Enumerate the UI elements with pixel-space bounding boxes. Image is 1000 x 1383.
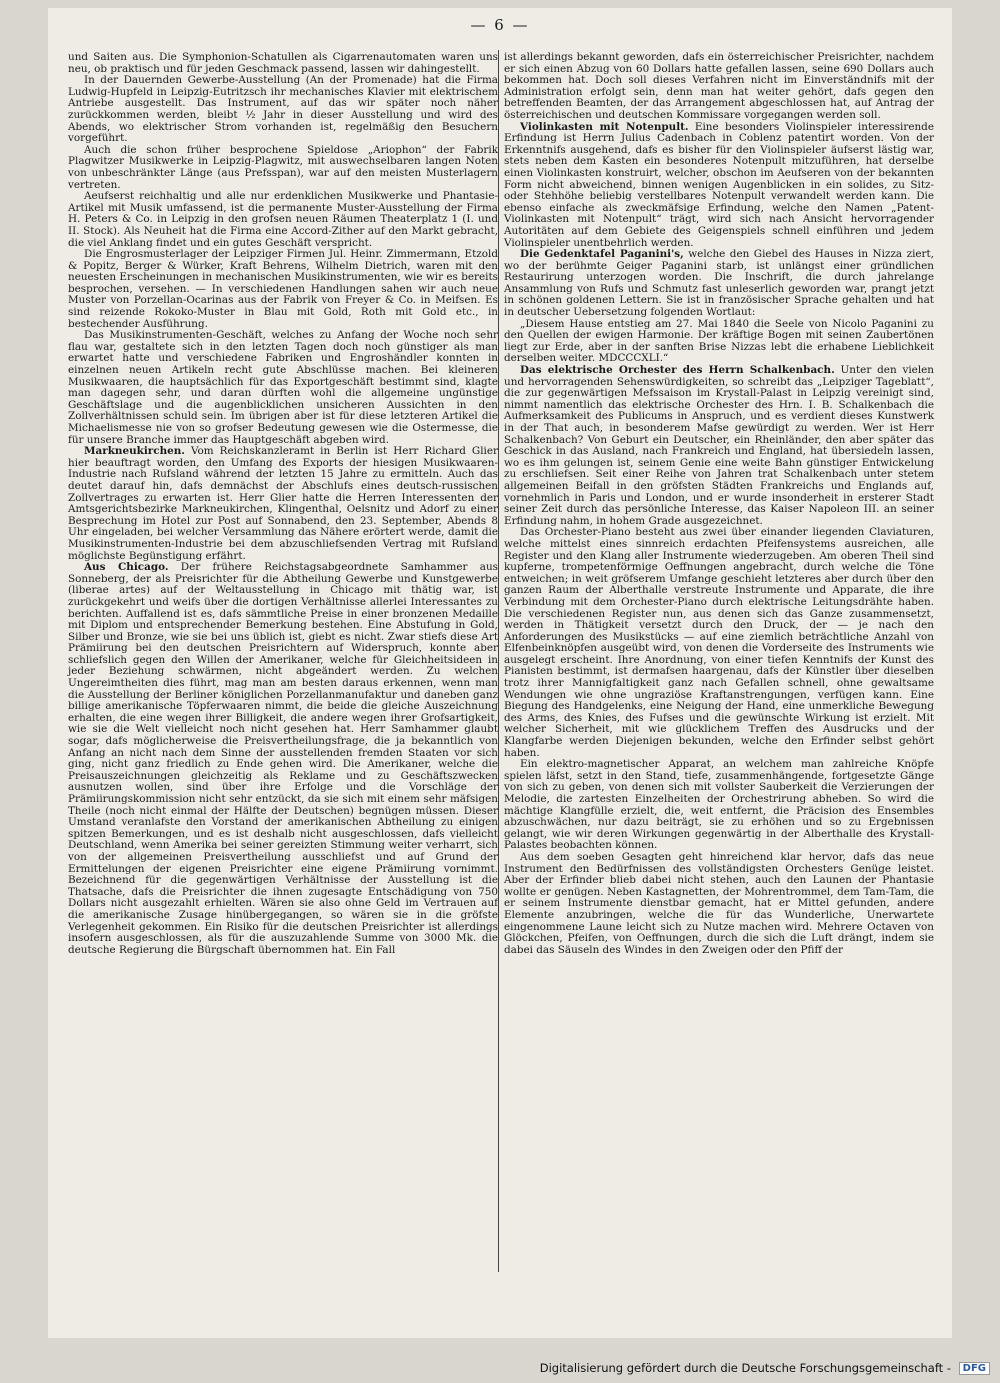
article-text: Auch die schon früher besprochene Spieldose „Ariophon“ der Fabrik Plagwitzer Musikwerke in Leipzig-Plagwitz, mit auswechselbaren langen Noten von unbeschränkter Länge (aus Prefsspan), war auf den meisten Musterlagern vertreten. (68, 143, 498, 191)
article-text: ist allerdings bekannt geworden, dafs ein österreichischer Preisrichter, nachdem er sich einen Abzug von 60 Dollars hatte gefallen lassen, seine 690 Dollars auch bekommen hat. Doch soll dieses Verfahren nicht im Einverständnifs mit der Administration erfolgt sein, denn man hat weiter gehört, dafs gegen den betreffenden Beamten, der das Arrangement abgeschlossen hat, auf Antrag der österreichischen und deutschen Kommissare vorgegangen werden soll. (504, 51, 934, 121)
article-text: Das Orchester-Piano besteht aus zwei über einander liegenden Claviaturen, welche mittelst eines sinnreich erdachten Pfeifensystems ausreichen, alle Register und den Klang aller Instrumente wiederzugeben. Am oberen Theil sind kupferne, trompetenförmige Oeffnungen angebracht, durch welche die Töne entweichen; in weit gröfserem Umfange geschieht letzteres aber durch über den ganzen Raum der Alberthalle verstreute Instrumente und Apparate, die ihre Verbindung mit dem Orchester-Piano durch elektrische Leitungsdrähte haben. Die verschiedenen Register nun, aus denen sich das Ganze zusammensetzt, werden in Thätigkeit versetzt durch den Druck, der — je nach den Anforderungen des Musikstücks — auf eine ziemlich beträchtliche Anzahl von Elfenbeinknöpfen ausgeübt wird, von denen die Vorderseite des Instruments wie ausgelegt erscheint. Ihre Anordnung, von einer tiefen Kenntnifs der Kunst des Pianisten bestimmt, ist dermafsen haargenau, dafs der Künstler über dieselben trotz ihrer Mannigfaltigkeit ganz nach Gefallen schnell, ohne gewaltsame Wendungen wie ohne ungraziöse Kraftanstrengungen, verfügen kann. Eine Biegung des Handgelenks, eine Neigung der Hand, eine unmerkliche Bewegung des Arms, des Knies, des Fufses und die gewünschte Wirkung ist erzielt. Mit welcher Sicherheit, mit wie glücklichem Treffen des Ausdrucks und der Klangfarbe werden Diejenigen bekunden, welche den Erfinder selbst gehört haben. (504, 526, 934, 759)
newspaper-page (48, 8, 952, 1338)
article-heading: Die Gedenktafel Paganini's, (520, 248, 684, 261)
article-text: „Diesem Hause entstieg am 27. Mai 1840 die Seele von Nicolo Paganini zu den Quellen der ewigen Harmonie. Der kräftige Bogen mit seinen Zaubertönen liegt zur Erde, aber in der sanften Brise Nizzas lebt die erhabene Lieblichkeit derselben weiter. MDCCCXLI.“ (504, 317, 934, 365)
article-text: In der Dauernden Gewerbe-Ausstellung (An der Promenade) hat die Firma Ludwig-Hupfeld in Leipzig-Eutritzsch ihr mechanisches Klavier mit elektrischem Antriebe ausgestellt. Das Instrument, auf das wir später noch näher zurückkommen werden, bleibt ½ Jahr in dieser Ausstellung und wird des Abends, wo elektrischer Strom vorhanden ist, regelmäßig den Besuchern vorgeführt. (68, 74, 498, 145)
article-paragraph (68, 249, 498, 330)
article-text: Aeufserst reichhaltig und alle nur erdenklichen Musikwerke und Phantasie-Artikel mit Musik umfassend, ist die permanente Muster-Ausstellung der Firma H. Peters & Co. in Leipzig in den grofsen neuen Räumen Theaterplatz 1 (I. und II. Stock). Als Neuheit hat die Firma eine Accord-Zither auf den Markt gebracht, die viel Anklang findet und ein gutes Geschäft verspricht. (68, 190, 498, 249)
article-heading: Violinkasten mit Notenpult. (520, 120, 689, 133)
article-heading: Markneukirchen. (84, 445, 185, 458)
article-paragraph (68, 52, 498, 75)
article-text: Vom Reichskanzleramt in Berlin ist Herr Richard Glier hier beauftragt worden, den Umfang des Exports der hiesigen Musikwaaren-Industrie nach Rufsland während der letzten 15 Jahre zu ermitteln. Auch das deutet darauf hin, dafs demnächst der Abschlufs eines deutsch-russischen Zollvertrages zu erwarten ist. Herr Glier hatte die Herren Interessenten der Amtsgerichtsbezirke Markneukirchen, Klingenthal, Oelsnitz und Adorf zu einer Besprechung im Hotel zur Post auf Sonnabend, den 23. September, Abends 8 Uhr eingeladen, bei welcher Versammlung das Nähere erörtert werde, damit die Musikinstrumenten-Industrie bei dem abzuschliefsenden Vertrag mit Rufsland möglichste Begünstigung erfährt. (68, 445, 498, 562)
footer-text: Digitalisierung gefördert durch die Deutsche Forschungsgemeinschaft - (539, 1361, 951, 1375)
article-paragraph (68, 562, 498, 956)
article-text: Ein elektro-magnetischer Apparat, an welchem man zahlreiche Knöpfe spielen läfst, setzt in den Stand, tiefe, zusammenhängende, fortgesetzte Gänge von sich zu geben, von denen sich mit vollster Sauberkeit die Verzierungen der Melodie, die zartesten Einzelheiten der Orchestrirung abheben. So wird die mächtige Klangfülle erzielt, die, weit entfernt, die Präcision des Ensembles abzuschwächen, nur dazu beiträgt, sie zu erhöhen und so zu Ergebnissen gelangt, wie wir deren Wirkungen gegenwärtig in der Alberthalle des Krystall-Palastes beobachten können. (504, 758, 934, 852)
article-paragraph (504, 319, 934, 365)
article-paragraph (68, 330, 498, 446)
article-heading: Aus Chicago. (84, 561, 169, 574)
article-paragraph (504, 759, 934, 852)
article-text: Der frühere Reichstagsabgeordnete Samhammer aus Sonneberg, der als Preisrichter für die Abtheilung Gewerbe und Kunstgewerbe (liberae artes) auf der Weltausstellung in Chicago mit thätig war, ist zurückgekehrt und weifs über die dortigen Verhältnisse allerlei Interessantes zu berichten. Auffallend ist es, dafs sämmtliche Preise in einer bronzenen Medaille mit Diplom und entsprechender Bemerkung bestehen. Eine Abstufung in Gold, Silber und Bronze, wie sie bei uns üblich ist, giebt es nicht. Zwar stiefs diese Art Prämiirung bei den deutschen Preisrichtern auf Widerspruch, konnte aber schliefslich gegen den Willen der Amerikaner, welche für Gleichheitsideen in jeder Beziehung schwärmen, nicht abgeändert werden. Zu welchen Ungereimtheiten dies führt, mag man am besten daraus erkennen, wenn man die Ausstellung der Berliner königlichen Porzellanmanufaktur und daneben ganz billige amerikanische Töpferwaaren nimmt, die beide die gleiche Auszeichnung erhalten, die eine wegen ihrer Billigkeit, die andere wegen ihrer Grofsartigkeit, wie sie die Welt vielleicht noch nicht gesehen hat. Herr Samhammer glaubt sogar, dafs möglicherweise die Preisvertheilungsfrage, die ja bekanntlich von Anfang an nicht nach dem Sinne der ausstellenden fremden Staaten vor sich ging, nicht ganz friedlich zu Ende gehen wird. Die Amerikaner, welche die Preisauszeichnungen gleichzeitig als Reklame und zu Geschäftszwecken ausnutzen wollen, sind über ihre Erfolge und die Vorschläge der Prämiirungskommission nicht sehr entzückt, da sie sich mit einem sehr mäfsigen Theile (noch nicht einmal der Hälfte der Deutschen) begnügen müssen. Dieser Umstand veranlafste den Vorstand der amerikanischen Abtheilung zu einigen spitzen Bemerkungen, und es ist deshalb nicht ausgeschlossen, dafs vielleicht Deutschland, wenn Amerika bei seiner gereizten Stimmung weiter verharrt, sich von der allgemeinen Preisvertheilung ausschliefst und auf Grund der Ermittelungen der eigenen Preisrichter eine eigene Prämiirung vornimmt. Bezeichnend für die gegenwärtigen Verhältnisse der Ausstellung ist die Thatsache, dafs die Preisrichter die ihnen zugesagte Entschädigung von 750 Dollars nicht ausgezahlt erhielten. Wären sie also ohne Geld im Vertrauen auf die amerikanische Zusage hinübergegangen, so wären sie in die gröfste Verlegenheit gekommen. Ein Risiko für die deutschen Preisrichter ist allerdings insofern ausgeschlossen, als für die auszuzahlende Summe von 3000 Mk. die deutsche Regierung die Bürgschaft übernommen hat. Ein Fall (68, 561, 498, 956)
article-paragraph (504, 52, 934, 122)
digitization-footer (540, 1361, 990, 1375)
article-paragraph (68, 446, 498, 562)
article-paragraph (68, 191, 498, 249)
dfg-logo: DFG (959, 1362, 990, 1375)
article-paragraph (504, 852, 934, 956)
article-text: Aus dem soeben Gesagten geht hinreichend klar hervor, dafs das neue Instrument den Bedürfnissen des vollständigsten Orchesters Genüge leistet. Aber der Erfinder blieb dabei nicht stehen, auch den Launen der Phantasie wollte er genügen. Neben Kastagnetten, der Mohrentrommel, dem Tam-Tam, die er seinem Instrumente dienstbar gemacht, hat er Mittel gefunden, andere Elemente anzubringen, welche die für das Wunderliche, Unerwartete eingenommene Laune leicht sich zu Nutze machen wird. Mehrere Octaven von Glöckchen, Pfeifen, von Oeffnungen, durch die sich die Luft drängt, indem sie dabei das Säuseln des Windes in den Zweigen oder den Pfiff der (504, 850, 934, 956)
article-text: Unter den vielen und hervorragenden Sehenswürdigkeiten, so schreibt das „Leipziger Tageblatt“, die zur gegenwärtigen Mefssaison im Krystall-Palast in Leipzig vereinigt sind, nimmt namentlich das elektrische Orchester des Hrn. I. B. Schalkenbach die Aufmerksamkeit des Publicums in Anspruch, und es verdient dieses Kunstwerk in der That auch, in besonderem Mafse gewürdigt zu werden. Wer ist Herr Schalkenbach? Von Geburt ein Deutscher, ein Rheinländer, den aber später das Geschick in das Ausland, nach Frankreich und England, hat übersiedeln lassen, wo es ihm gelungen ist, seinem Genie eine weite Bahn günstiger Entwickelung zu erschliefsen. Seit einer Reihe von Jahren trat Schalkenbach unter stetem allgemeinen Beifall in den gröfsten Städten Frankreichs und Englands auf, vornehmlich in Paris und London, und er wurde insonderheit in ersterer Stadt seiner Zeit durch das persönliche Interesse, das Kaiser Napoleon III. an seiner Erfindung nahm, in hohem Grade ausgezeichnet. (504, 364, 934, 527)
article-text: Eine besonders Violinspieler interessirende Erfindung ist Herrn Julius Cadenbach in Coblenz patentirt worden. Von der Erkenntnifs ausgehend, dafs es bisher für den Violinspieler äufserst lästig war, stets neben dem Kasten ein besonderes Notenpult mitzuführen, hat derselbe einen Violinkasten konstruirt, welcher, obschon im Aeufseren von der bekannten Form nicht abweichend, binnen wenigen Augenblicken in ein solides, zu Sitz- oder Stehhöhe beliebig verstellbares Notenpult verwandelt werden kann. Die ebenso einfache als zweckmäfsige Erfindung, welche den Namen „Patent-Violinkasten mit Notenpult“ trägt, wird sich nach Ansicht hervorragender Autoritäten auf dem Gebiete des Geigenspiels schnell einführen und jedem Violinspieler unentbehrlich werden. (504, 120, 934, 249)
article-paragraph (68, 75, 498, 145)
article-heading: Das elektrische Orchester des Herrn Schalkenbach. (520, 364, 835, 377)
article-text: Die Engrosmusterlager der Leipziger Firmen Jul. Heinr. Zimmermann, Etzold & Popitz, Berger & Würker, Kraft Behrens, Wilhelm Dietrich, waren mit den neuesten Erscheinungen in mechanischen Musikinstrumenten, wie wir es bereits besprochen, versehen. — In verschiedenen Handlungen sahen wir auch neue Muster von Porzellan-Ocarinas aus der Fabrik von Freyer & Co. in Meifsen. Es sind reizende Rokoko-Muster in Blau mit Gold, Roth mit Gold etc., in bestechender Ausführung. (68, 248, 498, 330)
article-paragraph (504, 527, 934, 759)
page-number: — 6 — (470, 16, 530, 34)
article-paragraph (504, 365, 934, 527)
article-paragraph (504, 249, 934, 319)
article-text: Das Musikinstrumenten-Geschäft, welches zu Anfang der Woche noch sehr flau war, gestaltete sich in den letzten Tagen doch noch günstiger als man erwartet hatte und verschiedene Fabriken und Engroshändler konnten in einzelnen neuen Artikeln recht gute Abschlüsse machen. Bei kleineren Musikwaaren, die hauptsächlich für das Exportgeschäft bestimmt sind, klagte man dagegen sehr, und daran dürften wohl die allgemeine ungünstige Geschäftslage und die augenblicklichen unsicheren Aussichten in den Zollverhältnissen schuld sein. Im übrigen aber ist für diese letzteren Artikel die Michaelismesse nie von so grofser Bedeutung gewesen wie die Ostermesse, die für unsere Branche immer das Hauptgeschäft abgeben wird. (68, 329, 498, 446)
article-paragraph (68, 145, 498, 191)
article-paragraph (504, 122, 934, 250)
article-text: und Saiten aus. Die Symphonion-Schatullen als Cigarrenautomaten waren uns neu, ob praktisch und für jeden Geschmack passend, lassen wir dahingestellt. (68, 51, 498, 75)
column-divider (498, 50, 499, 1272)
article-text: welche den Giebel des Hauses in Nizza ziert, wo der berühmte Geiger Paganini starb, ist unlängst einer gründlichen Restaurirung unterzogen worden. Die Inschrift, die durch jahrelange Ansammlung von Rufs und Schmutz fast unleserlich geworden war, prangt jetzt in schönen goldenen Lettern. Sie ist in französischer Sprache gehalten und hat in deutscher Uebersetzung folgenden Wortlaut: (504, 248, 934, 319)
right-column (504, 52, 934, 956)
left-column (68, 52, 498, 956)
